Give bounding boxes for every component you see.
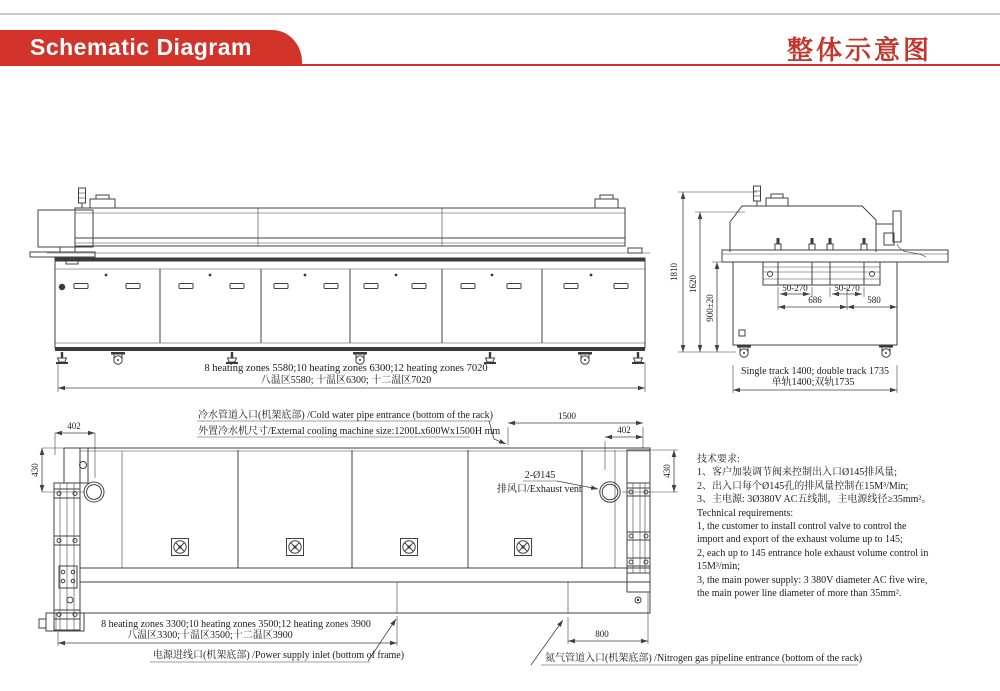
side-caption-en: 8 heating zones 5580;10 heating zones 6300;12 heating zones 7020 (204, 363, 488, 374)
hood-vent-box-left (90, 199, 115, 208)
tech-line: 2、出入口每个Ø145孔的排风量控制在15M³/Min; (697, 481, 909, 492)
end-hood (730, 206, 876, 252)
dim-left-width: 402 (67, 421, 81, 431)
dim-conveyor-height: 900±20 (705, 294, 715, 322)
dim-right-width: 402 (617, 425, 631, 435)
tech-line: the main power line diameter of more than 35mm². (697, 588, 902, 599)
tech-line: 2, each up to 145 entrance hole exhaust volume control in (697, 548, 929, 559)
dim-rail-left: 50-270 (782, 283, 808, 293)
door-handles (74, 284, 628, 289)
tech-line: 1, the customer to install control valve to control the (697, 521, 907, 532)
vent-label: 排风口/Exhaust vent (497, 484, 582, 495)
dim-right-height: 430 (662, 464, 672, 478)
power-knob-icon (59, 284, 65, 290)
cold-water-label: 冷水管道入口(机架底部) /Cold water pipe entrance (bottom of the rack) (198, 410, 493, 421)
tech-line: Technical requirements: (697, 508, 794, 519)
exhaust-vent-right (600, 482, 620, 502)
tech-line: 3, the main power supply: 3 380V diameter AC five wire, (697, 575, 928, 586)
tech-line: 3、主电源: 3Ø380V AC五线制，主电源线径≥35mm²。 (697, 494, 932, 505)
plan-caption-zh: 八温区3300;十温区3500;十二温区3900 (127, 630, 293, 641)
side-view (30, 188, 650, 392)
dim-bottom-span: 800 (595, 629, 609, 639)
plan-caption-en: 8 heating zones 3300;10 heating zones 3500;12 heating zones 3900 (101, 619, 371, 630)
dim-side-span: 580 (867, 295, 881, 305)
dim-rail-right: 50-270 (834, 283, 860, 293)
vent-count-label: 2-Ø145 (524, 470, 556, 481)
end-view (669, 186, 948, 393)
end-caption-zh: 单轨1400;双轨1735 (771, 377, 855, 388)
dim-hood-height: 1620 (688, 275, 698, 293)
dim-left-height: 430 (30, 463, 40, 477)
conveyor-plate (722, 250, 948, 262)
nitrogen-inlet-label: 氮气管道入口(机架底部) /Nitrogen gas pipeline entrance (bottom of the rack) (545, 653, 863, 664)
page-title-zh: 整体示意图 (786, 35, 932, 65)
monitor-icon (38, 210, 93, 247)
side-caption-zh: 八温区5580; 十温区6300; 十二温区7020 (260, 375, 432, 386)
hood-vent-box-right (595, 199, 618, 208)
end-caption-en: Single track 1400; double track 1735 (740, 366, 890, 377)
signal-tower-icon (79, 188, 86, 208)
side-hood (75, 208, 625, 246)
dim-rail-span: 686 (808, 295, 822, 305)
dim-total-height: 1810 (669, 263, 679, 281)
cooling-size-label: 外置冷水机尺寸/External cooling machine size:1200Lx600Wx1500H mm (198, 426, 501, 437)
signal-tower-icon (754, 186, 761, 206)
tech-line: 技术要求: (697, 454, 740, 465)
tech-line: 1、客户加装调节阀来控制出入口Ø145排风量; (697, 467, 897, 478)
dim-top-span: 1500 (558, 411, 576, 421)
tech-line: import and export of the exhaust volume up to 145; (697, 534, 903, 545)
page-title-en: Schematic Diagram (30, 34, 252, 60)
conveyor-rails (763, 262, 880, 285)
power-inlet-label: 电源进线口(机架底部) /Power supply inlet (bottom of frame) (153, 650, 405, 661)
plan-body (80, 448, 650, 613)
tech-line: 15M³/min; (697, 561, 741, 572)
technical-requirements (697, 452, 931, 599)
